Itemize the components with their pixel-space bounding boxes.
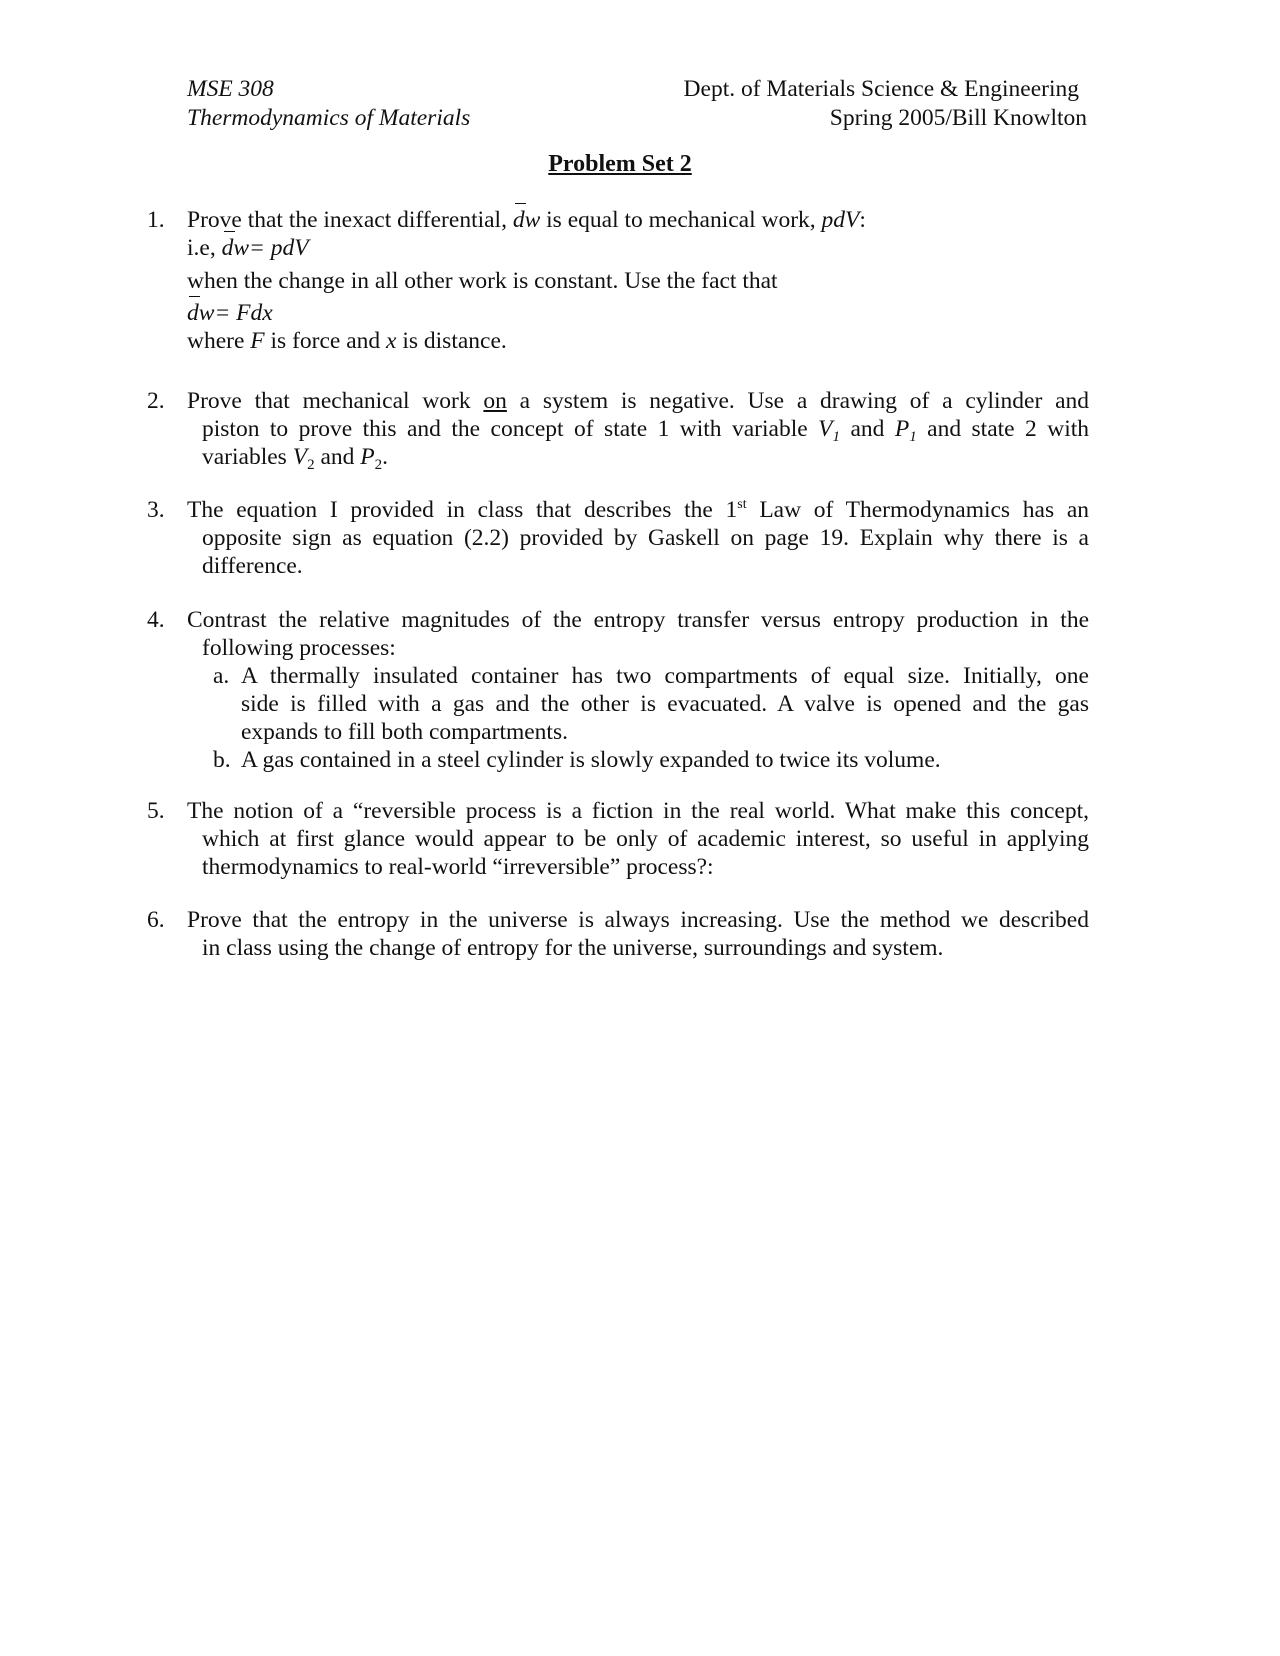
- underlined-on: on: [483, 388, 507, 414]
- inexact-dw: dw: [512, 207, 541, 233]
- problem-number: 6.: [147, 907, 165, 933]
- course-code: MSE 308: [187, 76, 274, 102]
- header-right: [684, 75, 1087, 133]
- problem-line: when the change in all other work is constant. Use the fact that: [187, 268, 778, 294]
- sub-item-letter: b.: [213, 747, 231, 773]
- problem-line: in class using the change of entropy for the universe, surroundings and system.: [202, 935, 944, 961]
- department: Dept. of Materials Science & Engineering: [683, 76, 1079, 102]
- problem-line: side is filled with a gas and the other is evacuated. A valve is opened and the gas: [241, 691, 1089, 717]
- equation-line: i.e, dw= pdV: [187, 235, 309, 261]
- problem-number: 2.: [147, 388, 165, 414]
- equation-line: dw= Fdx: [187, 300, 273, 326]
- problem-line: thermodynamics to real-world “irreversible” process?:: [202, 854, 714, 880]
- problem-line: difference.: [202, 553, 303, 579]
- problem-2: [147, 387, 1089, 471]
- problem-number: 3.: [147, 497, 165, 523]
- problem-3: [147, 496, 1089, 580]
- problem-6: [147, 906, 1089, 962]
- problem-line: Contrast the relative magnitudes of the entropy transfer versus entropy production in the: [187, 607, 1089, 633]
- problem-5: [147, 797, 1089, 881]
- inexact-dw: dw: [221, 235, 250, 261]
- problem-line: A gas contained in a steel cylinder is slowly expanded to twice its volume.: [241, 747, 941, 773]
- problem-line: expands to fill both compartments.: [241, 719, 568, 745]
- sub-list: [209, 662, 1089, 774]
- problem-line: variables $V_2$ and $P_2$.: [202, 444, 388, 473]
- problem-line: where F is force and x is distance.: [187, 328, 507, 354]
- term: Spring 2005/Bill Knowlton: [829, 105, 1087, 131]
- problem-1: [147, 206, 1089, 355]
- problem-number: 1.: [147, 207, 165, 233]
- problem-line: Prove that the inexact differential, dw is equal to mechanical work, pdV:: [187, 207, 866, 233]
- problem-4: [147, 606, 1089, 774]
- problem-line: Prove that mechanical work on a system is negative. Use a drawing of a cylinder and: [187, 388, 1090, 414]
- header-left: [187, 75, 470, 133]
- sub-item-b: [209, 746, 1089, 774]
- inexact-dw: dw: [187, 300, 215, 326]
- problem-line: The equation I provided in class that describes the 1st Law of Thermodynamics has an: [187, 497, 1089, 523]
- problem-number: 5.: [147, 798, 165, 824]
- sub-item-letter: a.: [213, 663, 230, 689]
- problem-line: A thermally insulated container has two compartments of equal size. Initially, one: [241, 663, 1089, 689]
- problem-line: piston to prove this and the concept of state 1 with variable $V_1$ and $P_1$ and state 2 with: [202, 416, 1090, 445]
- page-title: Problem Set 2: [548, 151, 692, 177]
- problem-line: opposite sign as equation (2.2) provided by Gaskell on page 19. Explain why there is a: [202, 525, 1089, 551]
- course-title: Thermodynamics of Materials: [187, 105, 471, 131]
- problem-number: 4.: [147, 607, 165, 633]
- problem-line: The notion of a “reversible process is a fiction in the real world. What make this concept,: [187, 798, 1089, 824]
- problem-line: which at first glance would appear to be only of academic interest, so useful in applying: [202, 826, 1089, 852]
- sub-item-a: [209, 662, 1089, 746]
- problem-line: Prove that the entropy in the universe is always increasing. Use the method we described: [187, 907, 1089, 933]
- problem-line: following processes:: [202, 635, 396, 661]
